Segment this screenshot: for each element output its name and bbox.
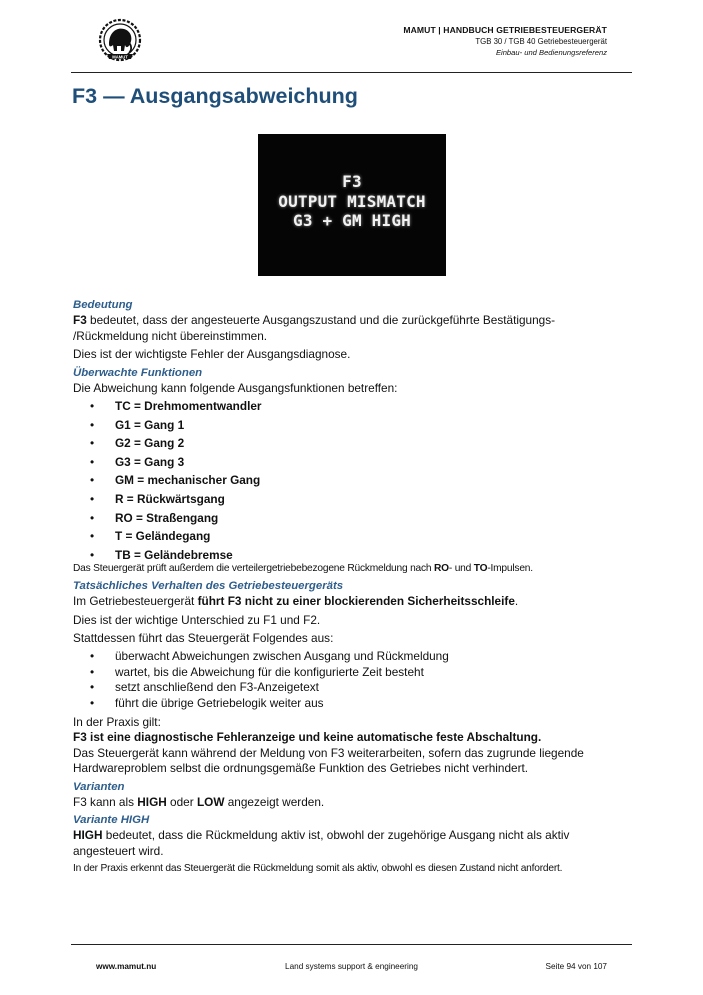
verhalten-conclusion: F3 ist eine diagnostische Fehleranzeige und keine automatische feste Abschaltung. [73,730,542,745]
bedeutung-f3-code: F3 [73,313,87,327]
document-body [73,298,633,879]
bedeutung-paragraph-1 [73,313,633,344]
section-heading-varianten: Varianten [73,780,125,793]
header-subtitle-2: Einbau- und Bedienungsreferenz [495,48,607,57]
page-title: F3 — Ausgangsabweichung [72,84,358,108]
display-line-2: OUTPUT MISMATCH [278,192,426,211]
high-code: HIGH [73,828,103,843]
section-heading-funktionen: Überwachte Funktionen [73,366,203,379]
list-item: • führt die übrige Getriebelogik weiter aus [73,696,633,712]
header-divider [71,72,632,73]
list-item: • G1 = Gang 1 [73,416,633,435]
list-item: • RO = Straßengang [73,509,633,528]
bedeutung-paragraph-2: Dies ist der wichtigste Fehler der Ausgangsdiagnose. [73,347,351,361]
list-item: • G3 = Gang 3 [73,453,633,472]
verhalten-paragraph-6: Das Steuergerät kann während der Meldung von F3 weiterarbeiten, sofern das zugrunde liegende Hardwareproblem selbst die ordnungsgemäße Funktion des Getriebes nicht verhindert. [73,745,584,776]
logo-text: MAMUT [112,54,128,60]
header-title: MAMUT | HANDBUCH GETRIEBESTEUERGERÄT [403,25,607,35]
list-item: • TC = Drehmomentwandler [73,397,633,416]
list-item: • überwacht Abweichungen zwischen Ausgang und Rückmeldung [73,649,633,665]
list-item: • G2 = Gang 2 [73,434,633,453]
note-text: Das Steuergerät prüft außerdem die verteilergetriebebezogene Rückmeldung nach [73,563,434,575]
verhalten-paragraph-4: In der Praxis gilt: [73,714,161,729]
list-item: • setzt anschließend den F3-Anzeigetext [73,680,633,696]
varianten-paragraph [73,795,633,811]
note-text: - und [448,563,474,575]
display-line-1: F3 [342,172,362,191]
list-item: • T = Geländegang [73,527,633,546]
note-to: TO [473,563,488,575]
verhalten-text: . [514,594,519,609]
section-heading-variante-high: Variante HIGH [73,814,150,827]
high-paragraph [73,828,633,859]
list-item: • R = Rückwärtsgang [73,490,633,509]
high-text: bedeutet, dass die Rückmeldung aktiv ist, obwohl der zugehörige Ausgang nicht als aktiv angesteuert wird. [73,828,570,858]
page-header [403,25,607,58]
footer-website: www.mamut.nu [96,962,157,971]
varianten-text: F3 kann als [73,794,138,809]
footer-page-number: Seite 94 von 107 [545,962,607,971]
display-line-3: G3 + GM HIGH [293,211,411,230]
behavior-list [73,649,633,712]
funktionen-intro: Die Abweichung kann folgende Ausgangsfunktionen betreffen: [73,380,398,395]
verhalten-paragraph-3: Stattdessen führt das Steuergerät Folgendes aus: [73,631,334,646]
header-subtitle: TGB 30 / TGB 40 Getriebesteuergerät [475,37,607,46]
high-note: In der Praxis erkennt das Steuergerät die Rückmeldung somit als aktiv, obwohl es diesen Zustand nicht anfordert. [73,863,563,875]
variant-high: HIGH [137,794,167,809]
list-item: • GM = mechanischer Gang [73,471,633,490]
footer-divider [71,944,632,945]
verhalten-paragraph-2: Dies ist der wichtige Unterschied zu F1 und F2. [73,612,321,627]
bedeutung-text: bedeutet, dass der angesteuerte Ausgangszustand und die zurückgeführte Bestätigungs- /Rückmeldung nicht übereinstimmen. [73,313,556,343]
section-heading-verhalten: Tatsächliches Verhalten des Getriebesteuergeräts [73,580,344,593]
list-item: • TB = Geländebremse [73,546,633,565]
footer-tagline: Land systems support & engineering [285,962,418,971]
funktionen-note [73,562,633,576]
note-text: -Impulsen. [487,563,533,575]
controller-display-image [258,134,446,276]
verhalten-emphasis: führt F3 nicht zu einer blockierenden Sicherheitsschleife [197,594,515,609]
mamut-logo-icon [95,18,145,64]
varianten-text: angezeigt werden. [224,794,325,809]
section-heading-bedeutung: Bedeutung [73,299,133,311]
varianten-text: oder [166,794,197,809]
verhalten-paragraph-1 [73,594,633,610]
list-item: • wartet, bis die Abweichung für die konfigurierte Zeit besteht [73,665,633,681]
function-list [73,397,633,564]
note-ro: RO [434,563,449,575]
verhalten-paragraph-5 [73,730,633,746]
variant-low: LOW [196,794,225,809]
verhalten-text: Im Getriebesteuergerät [73,594,198,609]
